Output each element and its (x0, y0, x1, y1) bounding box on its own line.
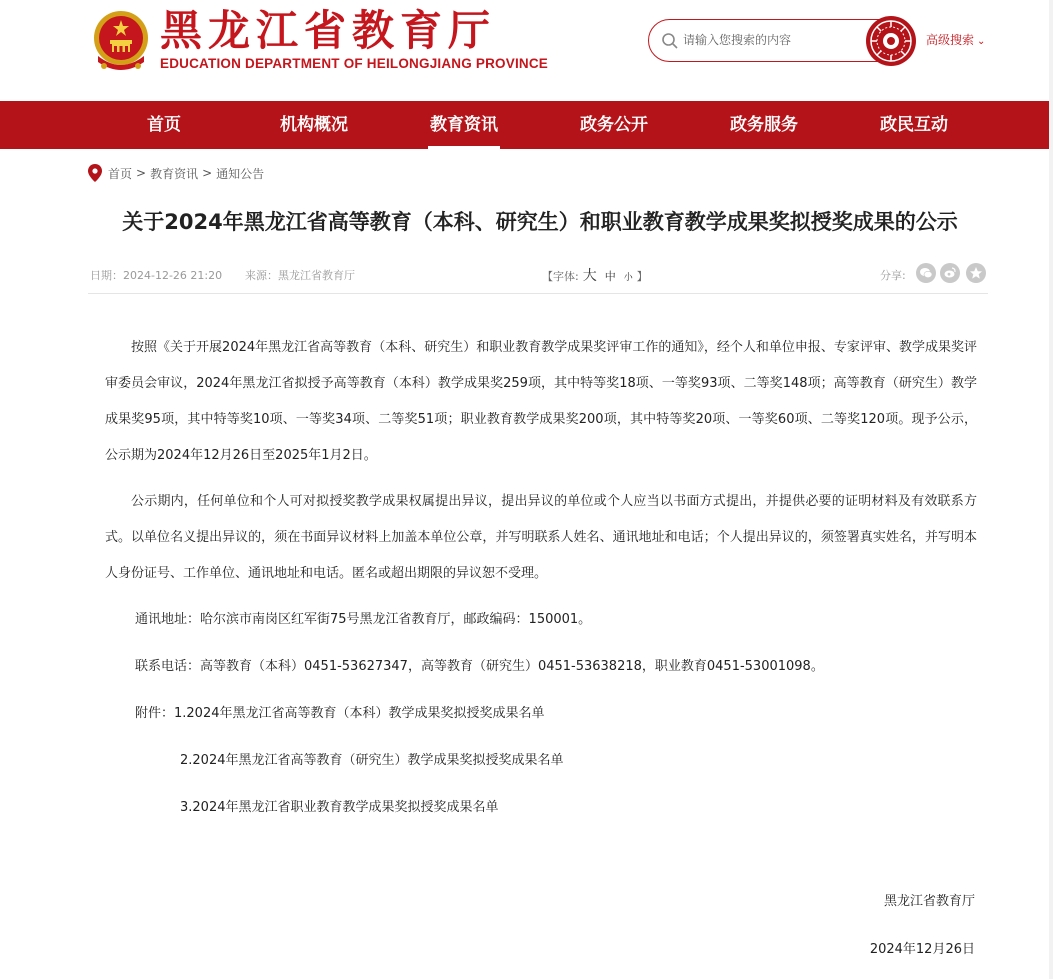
breadcrumb-separator: > (202, 166, 213, 180)
breadcrumb (88, 163, 264, 183)
search-input[interactable] (683, 30, 858, 50)
weibo-icon (943, 266, 957, 280)
advanced-search-label: 高级搜索 (926, 33, 975, 47)
attachment-2[interactable]: 2.2024年黑龙江省高等教育（研究生）教学成果奖拟授奖成果名单 (180, 753, 564, 768)
advanced-search-link[interactable] (926, 31, 985, 48)
share-wechat-button[interactable] (916, 263, 936, 283)
contact-phone: 联系电话：高等教育（本科）0451-53627347，高等教育（研究生）0451-53638218，职业教育0451-53001098。 (135, 659, 824, 674)
font-size-controls (542, 265, 648, 285)
article-source: 来源：黑龙江省教育厅 (245, 269, 355, 282)
article-body (105, 330, 977, 837)
nav-item-news[interactable]: 教育资讯 (428, 101, 500, 149)
breadcrumb-news[interactable]: 教育资讯 (150, 166, 199, 181)
national-emblem-icon (90, 8, 152, 72)
scrollbar-track[interactable] (1049, 0, 1053, 979)
site-title: 黑龙江省教育厅 (160, 6, 497, 55)
attachment-3[interactable]: 3.2024年黑龙江省职业教育教学成果奖拟授奖成果名单 (180, 800, 499, 815)
article-meta (90, 262, 988, 288)
signature-date: 2024年12月26日 (869, 942, 975, 957)
emblem-search-icon (866, 16, 916, 66)
qzone-star-icon (969, 266, 983, 280)
main-nav (0, 101, 1053, 149)
wechat-icon (919, 266, 933, 280)
font-size-prefix: 【字体: (542, 270, 579, 283)
chevron-down-icon: ⌄ (977, 36, 986, 47)
article-title: 关于2024年黑龙江省高等教育（本科、研究生）和职业教育教学成果奖拟授奖成果的公示 (122, 210, 958, 234)
breadcrumb-separator: > (136, 166, 147, 180)
search-icon (661, 32, 679, 50)
location-pin-icon (88, 164, 102, 182)
paragraph-2: 公示期内，任何单位和个人可对拟授奖教学成果权属提出异议，提出异议的单位或个人应当以书面方式提出，并提供必要的证明材料及有效联系方式。以单位名义提出异议的，须在书面异议材料上加盖本单位公章，并写明联系人姓名、通讯地址和电话；个人提出异议的，须签署真实姓名，并写明本人身份证号、工作单位、通讯地址和电话。匿名或超出期限的异议恕不受理。 (105, 494, 977, 581)
nav-item-interaction[interactable]: 政民互动 (880, 115, 948, 135)
font-size-medium[interactable]: 中 (604, 270, 616, 283)
font-size-suffix: 】 (636, 270, 648, 283)
font-size-large[interactable]: 大 (582, 268, 597, 284)
nav-item-gov-services[interactable]: 政务服务 (730, 115, 798, 135)
attachment-1[interactable]: 附件：1.2024年黑龙江省高等教育（本科）教学成果奖拟授奖成果名单 (135, 706, 545, 721)
font-size-small[interactable]: 小 (623, 273, 633, 283)
contact-address: 通讯地址：哈尔滨市南岗区红军街75号黑龙江省教育厅，邮政编码：150001。 (135, 612, 592, 627)
nav-item-overview[interactable]: 机构概况 (280, 115, 348, 135)
search-button[interactable] (866, 16, 916, 66)
breadcrumb-home[interactable]: 首页 (108, 166, 133, 181)
nav-item-home[interactable]: 首页 (147, 115, 181, 135)
breadcrumb-notices[interactable]: 通知公告 (216, 166, 265, 181)
share-label: 分享: (880, 269, 906, 282)
paragraph-1: 按照《关于开展2024年黑龙江省高等教育（本科、研究生）和职业教育教学成果奖评审工作的通知》，经个人和单位申报、专家评审、教学成果奖评审委员会审议，2024年黑龙江省拟授予高等教育（本科）教学成果奖259项，其中特等奖18项、一等奖93项、二等奖148项；高等教育（研究生）教学成果奖95项，其中特等奖10项、一等奖34项、二等奖51项；职业教育教学成果奖200项，其中特等奖20项、一等奖60项、二等奖120项。现予公示，公示期为2024年12月26日至2025年1月2日。 (105, 340, 977, 463)
share-weibo-button[interactable] (940, 263, 960, 283)
share-qzone-button[interactable] (966, 263, 986, 283)
meta-divider (88, 293, 988, 294)
signature-org: 黑龙江省教育厅 (883, 894, 975, 909)
site-header (0, 0, 1053, 100)
site-subtitle: EDUCATION DEPARTMENT OF HEILONGJIANG PROVINCE (160, 56, 549, 71)
publish-date: 日期：2024-12-26 21:20 (90, 269, 223, 282)
nav-item-gov-affairs[interactable]: 政务公开 (580, 115, 648, 135)
